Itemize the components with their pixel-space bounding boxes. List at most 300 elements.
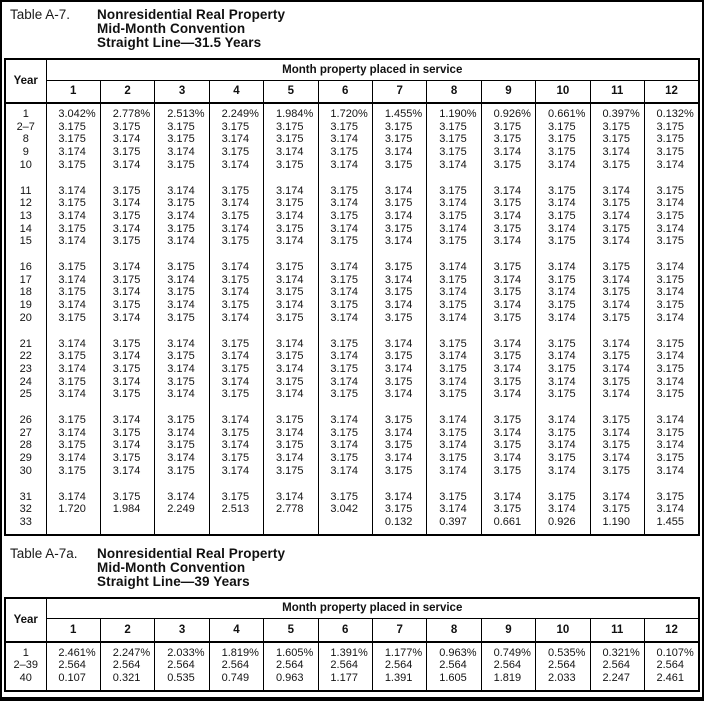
value-cell [481,146,535,159]
value-cell [427,210,481,223]
value-number: 3.175 [167,222,195,235]
table-row [5,121,699,134]
value-number: 3.174 [112,311,141,324]
percent-sign: % [412,108,423,120]
value-cell [536,376,590,389]
value-number: 3.174 [602,426,630,439]
value-number: 2.513 [221,503,250,516]
value-cell [590,452,644,465]
year-cell: 13 [19,209,32,222]
year-cell: 15 [19,235,32,248]
value-number: 0.535 [167,672,195,685]
value-number: 3.175 [276,439,304,452]
table-a7-title-lines [97,8,285,50]
table-row [5,159,699,172]
value-number: 2.564 [58,659,86,672]
value-cell [318,185,372,198]
value-cell [318,146,372,159]
month-column-header: 12 [644,80,699,103]
value-number: 3.174 [276,490,304,503]
gap-cell [427,325,481,338]
value-cell [427,427,481,440]
value-cell [155,350,209,363]
gap-cell [644,248,699,261]
month-column-header: 4 [209,80,263,103]
value-cell [155,439,209,452]
table-row [5,185,699,198]
value-number: 3.174 [221,197,250,210]
value-number: 3.175 [167,414,195,427]
value-cell [100,103,154,121]
value-number: 3.174 [384,337,413,350]
table-row [5,414,699,427]
gap-cell [372,325,426,338]
value-cell [372,197,426,210]
value-number: 3.174 [58,235,86,248]
value-cell [481,642,535,660]
value-cell [372,503,426,516]
value-number: 3.175 [493,464,522,477]
value-number: 3.175 [548,133,576,146]
value-number: 1.177 [384,646,413,659]
value-number: 0.535 [548,646,576,659]
value-number: 3.174 [330,158,358,171]
month-column-header: 9 [481,619,535,642]
value-number: 3.174 [58,299,86,312]
value-number: 3.174 [276,184,304,197]
value-cell [481,376,535,389]
percent-sign: % [412,646,423,659]
table-row [5,363,699,376]
value-number: 3.174 [493,235,522,248]
percent-sign: % [194,646,205,659]
value-cell [318,439,372,452]
value-number: 2.033 [167,646,195,659]
value-cell [481,299,535,312]
value-cell [644,210,699,223]
table-a7a [4,597,700,692]
month-column-header: 4 [209,619,263,642]
value-cell [209,503,263,516]
percent-sign: % [466,646,477,659]
value-cell [481,133,535,146]
value-number: 3.175 [221,184,250,197]
value-number: 3.175 [330,209,358,222]
value-number: 3.175 [276,464,304,477]
value-cell [372,388,426,401]
percent-sign: % [521,646,531,659]
value-number: 3.175 [276,375,304,388]
value-number: 3.174 [330,197,358,210]
value-number: 3.175 [58,286,86,299]
gap-cell [100,248,154,261]
value-cell [100,133,154,146]
year-cell: 22 [19,350,32,363]
value-cell [100,261,154,274]
value-cell [536,210,590,223]
value-number: 3.174 [384,490,413,503]
value-number: 3.174 [656,158,684,171]
percent-sign: % [85,646,96,659]
table-a7-title-line-2: Mid-Month Convention [97,21,246,36]
value-cell [264,235,318,248]
value-cell [590,388,644,401]
value-cell [427,363,481,376]
value-cell [209,312,263,325]
gap-cell [427,478,481,491]
value-cell [155,516,209,535]
value-cell [372,185,426,198]
value-cell [46,439,100,452]
value-cell [644,376,699,389]
year-cell: 1 [22,108,29,120]
value-number: 3.174 [384,273,413,286]
value-cell [644,159,699,172]
value-number: 2.247 [602,672,630,685]
value-number: 3.175 [493,439,522,452]
gap-cell [5,248,46,261]
gap-cell [155,478,209,491]
value-cell [590,286,644,299]
value-number: 3.174 [493,273,522,286]
value-number: 3.175 [384,503,413,516]
value-cell [536,452,590,465]
value-cell [481,197,535,210]
value-number: 3.175 [58,464,86,477]
value-number: 3.174 [656,439,684,452]
value-number: 3.175 [602,311,630,324]
table-body [5,103,699,535]
value-number: 3.175 [656,133,684,146]
value-number: 3.175 [548,452,576,465]
value-cell [590,642,644,660]
value-number: 3.175 [112,337,141,350]
value-number: 3.042 [330,503,358,516]
value-cell [481,185,535,198]
value-number: 0.963 [276,672,304,685]
value-cell [644,672,699,691]
value-number: 3.174 [58,362,86,375]
value-number: 3.175 [548,273,576,286]
value-cell [590,491,644,504]
value-cell [209,133,263,146]
value-cell [155,197,209,210]
value-number: 3.174 [276,388,304,401]
value-number: 3.175 [112,388,141,401]
table-a7a-label: Table A-7a. [10,545,78,561]
table-a7 [4,58,700,536]
value-number: 3.175 [493,197,522,210]
value-number: 1.391 [330,646,358,659]
table-row [5,427,699,440]
value-number: 3.175 [112,452,141,465]
year-column-header: Year [5,598,46,642]
value-number: 3.174 [384,362,413,375]
value-number: 3.174 [167,426,195,439]
table-a7a-title-lines [97,547,285,589]
value-number: 3.175 [548,426,576,439]
value-number: 3.174 [548,414,576,427]
value-cell [372,121,426,134]
table-row [5,642,699,660]
value-cell [644,286,699,299]
table-a7-title-line-3: Straight Line—31.5 Years [97,35,262,50]
value-number: 3.175 [276,120,304,133]
gap-cell [536,172,590,185]
month-column-header: 7 [372,80,426,103]
value-number: 3.175 [548,209,576,222]
value-number: 3.175 [384,439,413,452]
value-cell [155,427,209,440]
value-number: 3.174 [439,439,467,452]
value-number: 3.174 [112,222,141,235]
gap-cell [644,401,699,414]
value-number: 3.174 [548,503,576,516]
value-cell [46,299,100,312]
value-cell [209,388,263,401]
value-number: 3.175 [439,209,467,222]
value-number: 3.175 [112,490,141,503]
table-row [5,491,699,504]
value-cell [427,672,481,691]
value-number: 3.175 [548,388,576,401]
value-number: 3.175 [167,311,195,324]
value-cell [644,299,699,312]
value-cell [481,121,535,134]
gap-cell [318,172,372,185]
value-cell [209,274,263,287]
value-number: 3.174 [548,375,576,388]
value-cell [318,261,372,274]
value-number: 3.174 [439,350,467,363]
percent-sign: % [684,646,694,659]
value-number: 3.175 [330,299,358,312]
value-number: 3.174 [439,222,467,235]
year-cell: 9 [22,146,29,159]
value-cell [155,103,209,121]
value-cell [264,414,318,427]
value-cell [209,121,263,134]
month-column-header: 11 [590,619,644,642]
value-number: 3.174 [276,362,304,375]
value-cell [644,516,699,535]
value-number: 0.397 [439,515,467,528]
value-cell [318,133,372,146]
value-number: 3.175 [548,337,576,350]
value-cell [427,197,481,210]
value-number: 3.174 [602,184,630,197]
table-header [5,59,699,103]
value-number: 3.174 [493,209,522,222]
value-number: 3.174 [493,184,522,197]
value-number: 3.174 [439,158,467,171]
value-cell [100,286,154,299]
value-number: 3.174 [493,362,522,375]
month-column-header: 10 [536,619,590,642]
value-cell [155,672,209,691]
value-number: 3.174 [439,464,467,477]
value-number: 3.175 [656,299,684,312]
value-number: 3.175 [330,235,358,248]
month-column-header: 9 [481,80,535,103]
value-number: 3.175 [221,299,250,312]
value-number: 3.174 [548,197,576,210]
value-number: 3.175 [167,261,195,274]
value-cell [46,133,100,146]
value-cell [318,338,372,351]
gap-cell [481,172,535,185]
gap-cell [481,401,535,414]
value-cell [46,286,100,299]
value-number: 3.174 [112,464,141,477]
value-cell [427,121,481,134]
table-a7a-title-line-3: Straight Line—39 Years [97,573,250,589]
value-number: 3.174 [167,490,195,503]
value-cell [46,223,100,236]
gap-cell [155,325,209,338]
year-cell: 2–7 [16,120,35,133]
value-cell [427,388,481,401]
value-number: 3.174 [58,337,86,350]
value-number: 3.174 [58,426,86,439]
year-cell: 33 [19,515,32,528]
value-number: 3.174 [221,133,250,146]
value-number: 3.174 [439,286,467,299]
value-cell [536,363,590,376]
value-number: 3.174 [548,464,576,477]
value-cell [590,363,644,376]
value-cell [264,376,318,389]
value-cell [46,503,100,516]
value-cell [264,159,318,172]
value-number: 3.175 [602,350,630,363]
gap-cell [372,248,426,261]
value-cell [427,223,481,236]
value-cell [155,491,209,504]
value-cell [644,274,699,287]
value-number: 3.175 [439,452,467,465]
value-number: 3.175 [548,299,576,312]
value-number: 3.175 [58,222,86,235]
month-column-header: 5 [264,619,318,642]
header-row-2 [5,80,699,103]
month-span-header: Month property placed in service [46,59,699,80]
value-cell [536,185,590,198]
value-number: 3.175 [112,146,141,159]
value-number: 3.174 [276,235,304,248]
value-number: 3.174 [167,299,195,312]
value-number: 3.175 [167,286,195,299]
gap-cell [5,401,46,414]
value-cell [536,133,590,146]
value-cell [590,103,644,121]
year-cell: 32 [19,503,32,516]
value-number: 3.175 [602,439,630,452]
gap-cell [372,172,426,185]
value-number: 0.321 [112,672,141,685]
value-cell [536,223,590,236]
value-cell [372,146,426,159]
table-body [5,642,699,691]
value-number: 1.605 [276,646,304,659]
value-number: 3.175 [167,197,195,210]
value-number: 3.174 [384,299,413,312]
percent-sign: % [357,108,368,120]
value-cell [427,274,481,287]
value-cell [536,516,590,535]
value-number: 3.175 [276,414,304,427]
value-number: 3.174 [602,273,630,286]
table-row [5,274,699,287]
value-cell [481,286,535,299]
gap-cell [590,248,644,261]
value-cell [644,103,699,121]
value-cell [46,376,100,389]
value-number: 3.175 [384,311,413,324]
value-number: 3.175 [493,503,522,516]
value-number: 3.174 [384,452,413,465]
value-cell [644,338,699,351]
value-number: 3.175 [602,197,630,210]
value-number: 3.175 [439,490,467,503]
value-number: 1.190 [439,108,467,120]
value-number: 3.175 [439,133,467,146]
value-number: 2.564 [602,659,630,672]
month-column-header: 8 [427,80,481,103]
value-number: 1.819 [493,672,522,685]
value-cell [100,338,154,351]
table-row [5,388,699,401]
table-row [5,465,699,478]
value-number: 3.175 [58,120,86,133]
value-cell [209,210,263,223]
value-cell [318,286,372,299]
value-cell [264,223,318,236]
year-cell: 2–39 [13,659,38,672]
value-number: 3.174 [112,286,141,299]
value-cell [481,159,535,172]
value-cell [427,159,481,172]
value-number: 0.749 [493,646,522,659]
value-cell [155,338,209,351]
value-number: 3.175 [384,222,413,235]
value-cell [372,659,426,672]
gap-cell [318,478,372,491]
value-cell [209,363,263,376]
year-cell: 26 [19,414,32,427]
value-number: 2.564 [167,659,195,672]
value-number: 0.661 [493,515,522,528]
table-row [5,516,699,535]
value-number: 3.175 [58,158,86,171]
value-number: 3.174 [221,311,250,324]
value-cell [209,185,263,198]
gap-cell [481,248,535,261]
month-column-header: 3 [155,80,209,103]
value-number: 3.175 [439,426,467,439]
value-cell [481,659,535,672]
value-number: 3.175 [656,337,684,350]
value-number: 3.174 [221,261,250,274]
value-cell [46,103,100,121]
header-row-2 [5,619,699,642]
year-cell: 20 [19,311,32,324]
value-cell [644,465,699,478]
value-cell [100,299,154,312]
value-number: 3.175 [330,273,358,286]
value-number: 3.174 [493,388,522,401]
value-cell [100,159,154,172]
